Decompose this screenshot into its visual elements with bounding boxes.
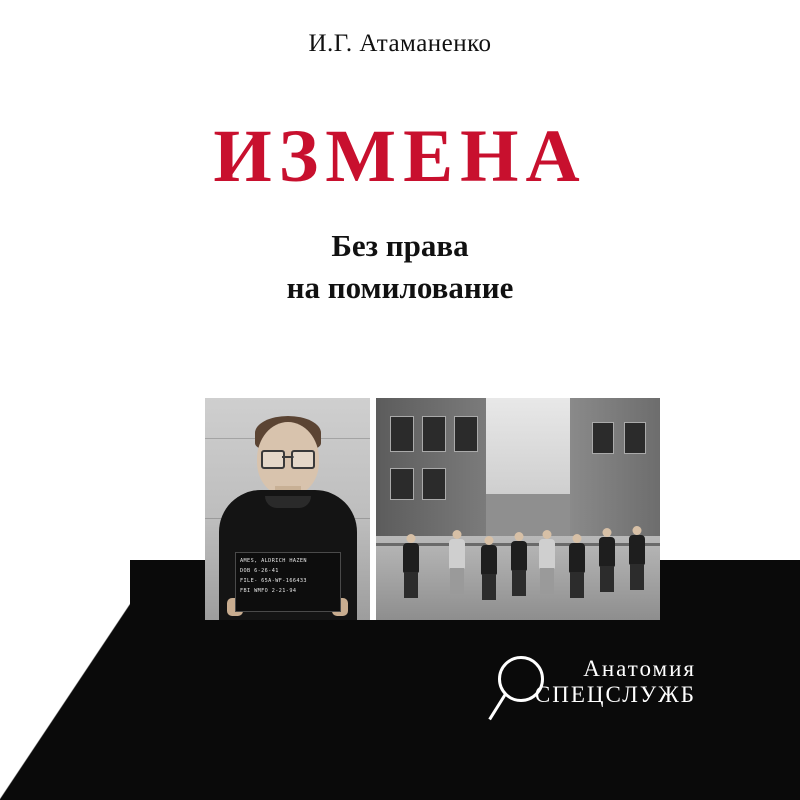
figure-torso — [539, 539, 555, 569]
figure-head — [515, 532, 524, 541]
glasses-lens-left — [261, 450, 285, 469]
person-figure — [568, 534, 586, 598]
window — [624, 422, 646, 454]
person-figure — [480, 536, 498, 600]
person-figure — [628, 526, 646, 590]
series-badge — [486, 648, 696, 738]
subtitle-line-1: Без права — [331, 228, 469, 263]
figure-head — [603, 528, 612, 537]
board-line: DOB 6-26-41 — [240, 568, 279, 574]
glasses-lens-right — [291, 450, 315, 469]
figure-torso — [599, 537, 615, 567]
person-figure — [448, 530, 466, 594]
figure-head — [407, 534, 416, 543]
window — [390, 416, 414, 452]
window — [454, 416, 478, 452]
window — [592, 422, 614, 454]
figure-legs — [482, 574, 496, 600]
building-right — [570, 398, 660, 538]
figure-torso — [569, 543, 585, 573]
person-figure — [598, 528, 616, 592]
figure-torso — [449, 539, 465, 569]
figure-head — [543, 530, 552, 539]
figure-torso — [511, 541, 527, 571]
figure-head — [453, 530, 462, 539]
person-figure — [510, 532, 528, 596]
mugshot-photo — [205, 398, 370, 620]
window — [422, 416, 446, 452]
identification-board — [235, 552, 341, 612]
subject-glasses — [261, 450, 315, 465]
series-line-1: Анатомия — [583, 656, 696, 681]
figure-legs — [630, 564, 644, 590]
board-line: FBI WMFO 2-21-94 — [240, 588, 297, 594]
author-name: И.Г. Атаманенко — [308, 30, 492, 57]
figure-legs — [450, 568, 464, 594]
figure-legs — [512, 570, 526, 596]
window — [422, 468, 446, 500]
figure-torso — [481, 545, 497, 575]
cover-photo-group — [205, 398, 660, 620]
board-line: AMES, ALDRICH HAZEN — [240, 558, 307, 564]
book-title: ИЗМЕНА — [213, 115, 587, 198]
board-line: FILE- 65A-WF-166433 — [240, 578, 307, 584]
person-figure — [538, 530, 556, 594]
person-figure — [402, 534, 420, 598]
figure-torso — [403, 543, 419, 573]
figure-head — [485, 536, 494, 545]
figure-legs — [570, 572, 584, 598]
window — [390, 468, 414, 500]
book-subtitle — [0, 225, 800, 309]
magnifier-handle — [488, 693, 506, 720]
subject-collar — [265, 496, 311, 508]
street-photo — [376, 398, 660, 620]
series-line-2: СПЕЦСЛУЖБ — [534, 682, 696, 707]
figure-legs — [404, 572, 418, 598]
subtitle-line-2: на помилование — [286, 269, 514, 305]
figure-legs — [540, 568, 554, 594]
figure-legs — [600, 566, 614, 592]
series-text — [535, 656, 696, 708]
figure-head — [633, 526, 642, 535]
figure-torso — [629, 535, 645, 565]
figure-head — [573, 534, 582, 543]
